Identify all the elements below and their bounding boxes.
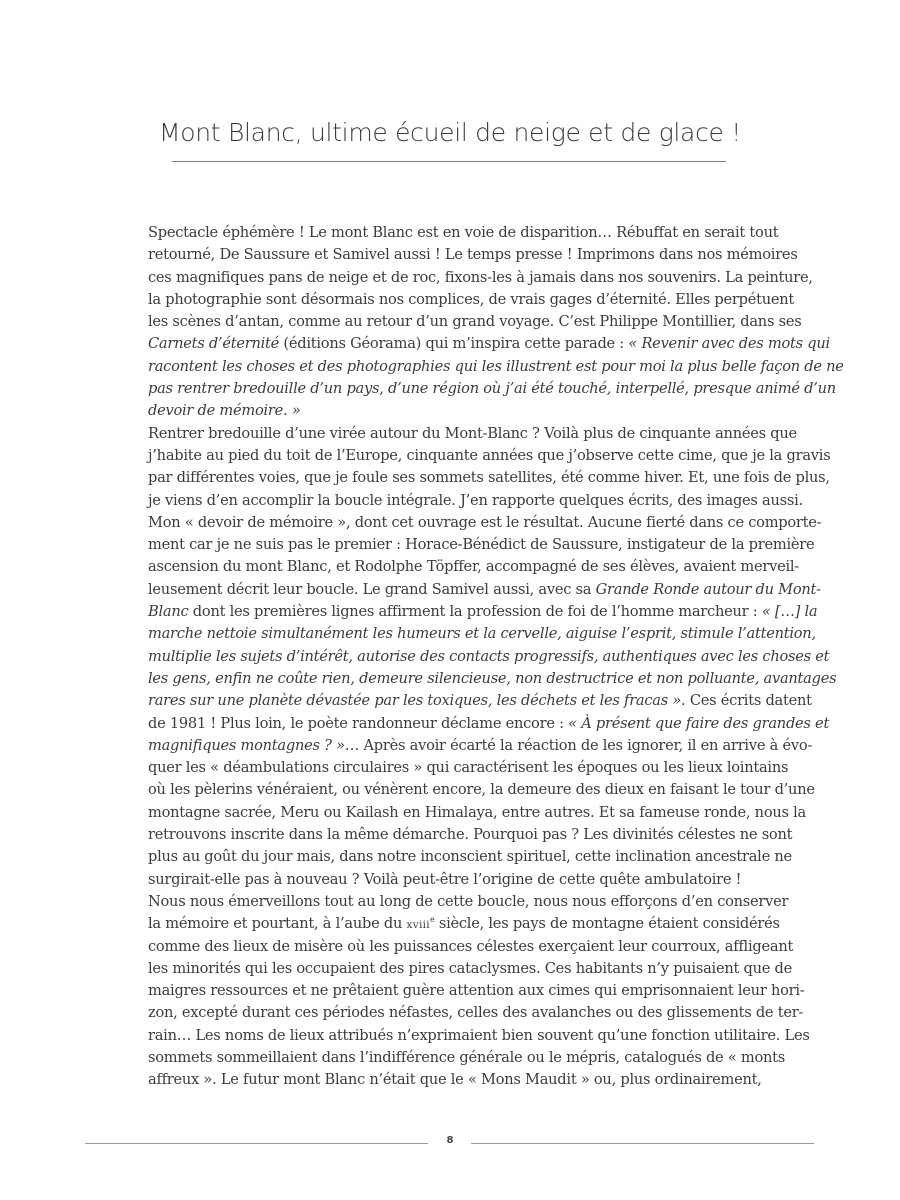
text-line: ment car je ne suis pas le premier : Horace-Bénédict de Saussure, instigateur de la première xyxy=(148,536,815,554)
text-line: Carnets d’éternité (éditions Géorama) qui m’inspira cette parade : « Revenir avec des mots qui xyxy=(148,335,830,353)
text-line: Mon « devoir de mémoire », dont cet ouvrage est le résultat. Aucune fierté dans ce comporte- xyxy=(148,513,822,531)
quote-line: les gens, enfin ne coûte rien, demeure silencieuse, non destructrice et non polluante, avantages xyxy=(148,669,837,687)
text-line: maigres ressources et ne prêtaient guère attention aux cimes qui emprisonnaient leur hori- xyxy=(148,982,805,1000)
quote-italic: « Revenir avec des mots qui xyxy=(628,335,830,353)
text-line: ces magnifiques pans de neige et de roc, fixons-les à jamais dans nos souvenirs. La peinture, xyxy=(148,268,813,286)
quote-line: marche nettoie simultanément les humeurs et la cervelle, aiguise l’esprit, stimule l’attention, xyxy=(148,625,816,643)
text-line: comme des lieux de misère où les puissances célestes exerçaient leur courroux, affligeant xyxy=(148,937,794,955)
text-line: retrouvons inscrite dans la même démarche. Pourquoi pas ? Les divinités célestes ne sont xyxy=(148,826,793,844)
title-underline-divider xyxy=(172,161,726,162)
quote-line: multiplie les sujets d’intérêt, autorise des contacts progressifs, authentiques avec les choses et xyxy=(148,647,830,665)
text-line: de 1981 ! Plus loin, le poète randonneur déclame encore : « À présent que faire des grandes et xyxy=(148,714,830,732)
text-line: ascension du mont Blanc, et Rodolphe Töpffer, accompagné de ses élèves, avaient merveil- xyxy=(148,558,799,576)
text-line: la mémoire et pourtant, à l’aube du xviii$^e$ siècle, les pays de montagne étaient considérés xyxy=(148,915,780,933)
quote-line: racontent les choses et des photographies qui les illustrent est pour moi la plus belle façon de ne xyxy=(148,357,844,375)
quote-line: pas rentrer bredouille d’un pays, d’une région où j’ai été touché, interpellé, presque animé d’un xyxy=(148,380,836,398)
book-title-italic: Carnets d’éternité xyxy=(148,335,280,353)
century-small-caps: xviii xyxy=(406,919,430,932)
text-line: surgirait-elle pas à nouveau ? Voilà peut-être l’origine de cette quête ambulatoire ! xyxy=(148,870,742,888)
text-line: montagne sacrée, Meru ou Kailash en Himalaya, entre autres. Et sa fameuse ronde, nous la xyxy=(148,803,806,821)
text-line: Nous nous émerveillons tout au long de cette boucle, nous nous efforçons d’en conserver xyxy=(148,892,789,910)
footer-divider-right xyxy=(471,1143,814,1144)
text-line: rain… Les noms de lieux attribués n’exprimaient bien souvent qu’une fonction utilitaire. Les xyxy=(148,1026,810,1044)
text-line: rares sur une planète dévastée par les toxiques, les déchets et les fracas ». Ces écrits datent xyxy=(148,692,812,710)
text-line: j’habite au pied du toit de l’Europe, cinquante années que j’observe cette cime, que je la gravis xyxy=(148,446,831,464)
page-number: 8 xyxy=(446,1135,454,1146)
quote-line: devoir de mémoire. » xyxy=(148,402,301,420)
text-line: où les pèlerins vénéraient, ou vénèrent encore, la demeure des dieux en faisant le tour d’une xyxy=(148,781,815,799)
text-line: leusement décrit leur boucle. Le grand Samivel aussi, avec sa Grande Ronde autour du Mont- xyxy=(148,580,821,598)
text-line: les minorités qui les occupaient des pires cataclysmes. Ces habitants n’y puisaient que de xyxy=(148,959,792,977)
text-line: affreux ». Le futur mont Blanc n’était que le « Mons Maudit » ou, plus ordinairement, xyxy=(148,1071,762,1089)
chapter-title: Mont Blanc, ultime écueil de neige et de glace ! xyxy=(159,118,741,147)
text-line: Blanc dont les premières lignes affirment la profession de foi de l’homme marcheur : « […] la xyxy=(148,603,818,621)
text-line: par différentes voies, que je foule ses sommets satellites, été comme hiver. Et, une fois de plus, xyxy=(148,469,830,487)
book-title-italic: Grande Ronde autour du Mont- xyxy=(595,580,821,598)
text-line: Spectacle éphémère ! Le mont Blanc est en voie de disparition… Rébuffat en serait tout xyxy=(148,224,779,241)
body-text xyxy=(148,222,844,1092)
footer-divider-left xyxy=(85,1143,428,1144)
text-line: retourné, De Saussure et Samivel aussi ! Le temps presse ! Imprimons dans nos mémoires xyxy=(148,246,798,264)
text-line: plus au goût du jour mais, dans notre inconscient spirituel, cette inclination ancestrale ne xyxy=(148,848,792,866)
text-line: sommets sommeillaient dans l’indifférence générale ou le mépris, catalogués de « monts xyxy=(148,1048,786,1066)
text-line: la photographie sont désormais nos complices, de vrais gages d’éternité. Elles perpétuent xyxy=(148,290,795,308)
text-line: magnifiques montagnes ? »… Après avoir écarté la réaction de les ignorer, il en arrive à évo- xyxy=(148,736,813,754)
text-line: Rentrer bredouille d’une virée autour du Mont-Blanc ? Voilà plus de cinquante années que xyxy=(148,424,797,442)
text-line: les scènes d’antan, comme au retour d’un grand voyage. C’est Philippe Montillier, dans ses xyxy=(148,313,802,331)
text-line: quer les « déambulations circulaires » qui caractérisent les époques ou les lieux lointains xyxy=(148,759,789,777)
text-line: zon, excepté durant ces périodes néfastes, celles des avalanches ou des glissements de ter- xyxy=(148,1004,804,1022)
text-line: je viens d’en accomplir la boucle intégrale. J’en rapporte quelques écrits, des images aussi. xyxy=(148,491,803,509)
